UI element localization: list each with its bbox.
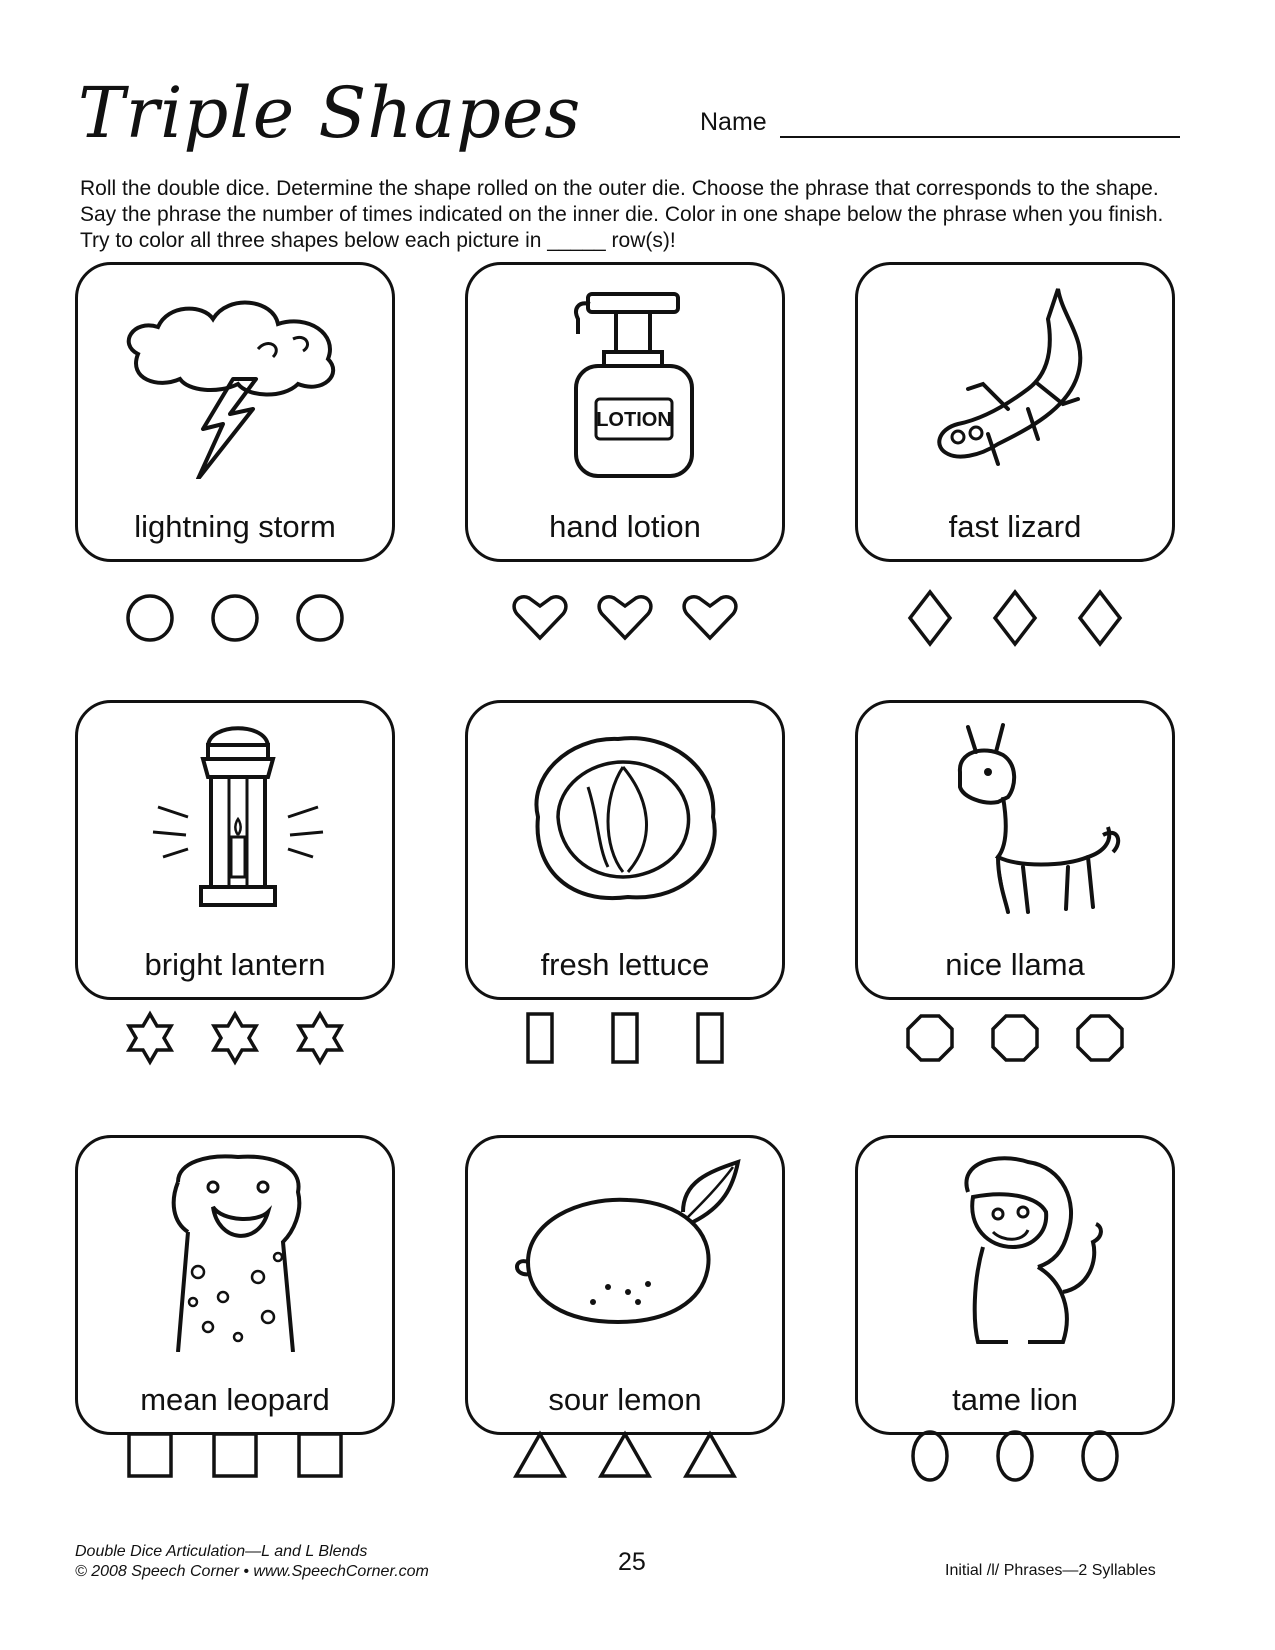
lantern-icon	[108, 717, 368, 917]
card-label: tame lion	[952, 1382, 1078, 1417]
card-bright-lantern	[75, 700, 395, 1000]
oval-shape	[998, 1432, 1032, 1480]
octagon-shape	[908, 1016, 952, 1060]
card-mean-leopard	[75, 1135, 395, 1435]
square-shapes[interactable]	[75, 1426, 395, 1486]
lizard-icon	[888, 279, 1148, 479]
circle-shape	[213, 596, 257, 640]
triangle-shape	[601, 1434, 649, 1476]
name-label: Name	[700, 108, 767, 136]
leopard-icon	[108, 1152, 368, 1352]
card-label: fresh lettuce	[540, 947, 710, 982]
circle-shape	[128, 596, 172, 640]
oval-shape	[1083, 1432, 1117, 1480]
heart-shape	[514, 597, 566, 638]
triangle-shape	[516, 1434, 564, 1476]
triangle-shapes[interactable]	[465, 1426, 785, 1486]
lion-icon	[888, 1152, 1148, 1352]
card-fast-lizard	[855, 262, 1175, 562]
rectangle-shape	[698, 1014, 722, 1062]
card-fresh-lettuce	[465, 700, 785, 1000]
circle-shape	[298, 596, 342, 640]
footer-book: Double Dice Articulation—L and L Blends	[75, 1543, 368, 1560]
card-label: fast lizard	[948, 509, 1082, 544]
lemon-icon	[498, 1152, 758, 1352]
square-shape	[299, 1434, 341, 1476]
card-label: mean leopard	[140, 1382, 330, 1417]
octagon-shape	[1078, 1016, 1122, 1060]
card-label: sour lemon	[548, 1382, 702, 1417]
oval-shapes[interactable]	[855, 1426, 1175, 1486]
footer-section: Initial /l/ Phrases—2 Syllables	[945, 1562, 1156, 1579]
star-shape	[214, 1014, 256, 1062]
triangle-shape	[686, 1434, 734, 1476]
oval-shape	[913, 1432, 947, 1480]
card-label: lightning storm	[134, 509, 336, 544]
heart-shape	[684, 597, 736, 638]
card-label: nice llama	[945, 947, 1085, 982]
diamond-shape	[910, 592, 950, 644]
card-sour-lemon	[465, 1135, 785, 1435]
llama-icon	[888, 717, 1148, 917]
card-nice-llama	[855, 700, 1175, 1000]
octagon-shape	[993, 1016, 1037, 1060]
heart-shape	[599, 597, 651, 638]
lettuce-icon	[498, 717, 758, 917]
footer-copyright: © 2008 Speech Corner • www.SpeechCorner.com	[75, 1563, 429, 1580]
rectangle-shapes[interactable]	[465, 1008, 785, 1068]
card-label: bright lantern	[144, 947, 326, 982]
lotion-bottle-icon	[498, 279, 758, 479]
name-field[interactable]	[780, 136, 1180, 138]
diamond-shape	[1080, 592, 1120, 644]
star-shape	[299, 1014, 341, 1062]
rectangle-shape	[528, 1014, 552, 1062]
octagon-shapes[interactable]	[855, 1008, 1175, 1068]
storm-cloud-icon	[108, 279, 368, 479]
diamond-shape	[995, 592, 1035, 644]
rectangle-shape	[613, 1014, 637, 1062]
instructions: Roll the double dice. Determine the shape rolled on the outer die. Choose the phrase that corresponds to the shape. Say the phrase the number of times indicated on the inner die. Color in one shape below the phrase when you finish. Try to color all three shapes below each picture in _____ row(s)!	[80, 177, 1164, 252]
square-shape	[129, 1434, 171, 1476]
card-label: hand lotion	[549, 509, 701, 544]
card-hand-lotion	[465, 262, 785, 562]
svg-text:LOTION: LOTION	[596, 409, 672, 431]
circle-shapes[interactable]	[75, 588, 395, 648]
card-lightning-storm	[75, 262, 395, 562]
diamond-shapes[interactable]	[855, 588, 1175, 648]
star-shape	[129, 1014, 171, 1062]
star-shapes[interactable]	[75, 1008, 395, 1068]
footer-credits	[75, 1542, 429, 1582]
page-title: Triple Shapes	[78, 72, 582, 154]
page-number: 25	[618, 1548, 646, 1576]
card-tame-lion	[855, 1135, 1175, 1435]
square-shape	[214, 1434, 256, 1476]
heart-shapes[interactable]	[465, 588, 785, 648]
